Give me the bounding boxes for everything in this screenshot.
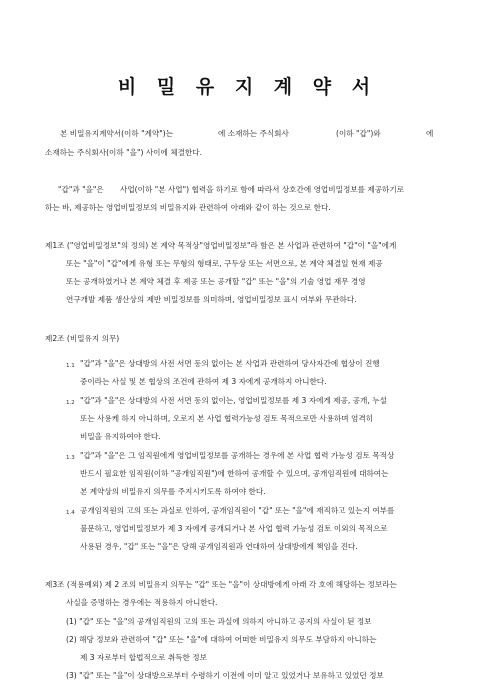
purpose-line-1a: "갑"과 "을"은	[58, 185, 104, 194]
intro-line-1b: 에 소재하는 주식회사	[218, 129, 289, 138]
article3-line-2: 사실을 증명하는 경우에는 적용하지 아니한다.	[66, 598, 218, 607]
article1-line-2: 또는 "을"이 "갑"에게 유형 또는 무형의 형태로, 구두상 또는 서면으로, 본 계약 체결일 현재 제공	[66, 259, 383, 268]
article1-line-1: 제1조 ("영업비밀정보"의 정의) 본 계약 목적상"영업비밀정보"라 함은 본 사업과 관련하여 "갑"이 "을"에게	[45, 241, 397, 250]
intro-line-2: 소재하는 주식회사(이하 "을") 사이에 체결한다.	[45, 148, 203, 157]
article3-item-1: (1) "갑" 또는 "을"의 공개임직원의 고의 또는 과실에 의하지 아니하고 공지의 사실이 된 정보	[66, 617, 372, 626]
article2-item-3-line-2: 반드시 필요한 임직원(이하 "공개임직원")에 한하여 공개할 수 있으며, 공개임직원에 대하여는	[80, 469, 389, 478]
article2-item-4-line-3: 사용된 경우, "갑" 또는 "을"은 당해 공개임직원과 연대하여 상대방에게 책임을 진다.	[80, 542, 358, 551]
article2-item-2-line-1: "갑"과 "을"은 상대방의 사전 서면 동의 없이는, 영업비밀정보를 제 3 자에게 제공, 공개, 누설	[80, 396, 387, 405]
article2-heading: 제2조 (비밀유지 의무)	[45, 334, 120, 343]
article2-item-4-line-2: 불문하고, 영업비밀정보가 제 3 자에게 공개되거나 본 사업 협력 가능성 검토 이외의 목적으로	[80, 524, 388, 533]
article2-item-1-line-2: 중이라는 사실 및 본 협상의 조건에 관하여 제 3 자에게 공개하지 아니한다.	[80, 377, 327, 386]
article2-item-3-line-3: 본 계약상의 비밀유지 의무를 주지시키도록 하여야 한다.	[80, 487, 266, 496]
article3-item-2-line-1: (2) 해당 정보와 관련하여 "갑" 또는 "을"에 대하여 어떠한 비밀유지 의무도 부담하지 아니하는	[66, 635, 377, 644]
article3-item-3: (3) "갑" 또는 "을"이 상대방으로부터 수령하기 이전에 이미 알고 있었거나 보유하고 있었던 정보	[66, 671, 384, 680]
article2-item-4-number: 1.4	[66, 510, 75, 516]
article2-item-4-line-1: 공개임직원의 고의 또는 과실로 인하여, 공개임직원이 "갑" 또는 "을"에 재직하고 있는지 여부를	[80, 506, 395, 515]
article3-item-2-line-2: 제 3 자로부터 합법적으로 취득한 정보	[80, 653, 207, 662]
article3-line-1: 제3조 (적용예외) 제 2 조의 비밀유지 의무는 "갑" 또는 "을"이 상대방에게 아래 각 호에 해당하는 정보라는	[45, 580, 397, 589]
article2-item-3-number: 1.3	[66, 455, 75, 461]
article2-item-1-line-1: "갑"과 "을"은 상대방의 사전 서면 동의 없이는 본 사업과 관련하여 당사자간에 협상이 진행	[80, 359, 380, 368]
article1-line-4: 연구개발 제품 생산상의 제반 비밀정보를 의미하며, 영업비밀정보 표시 여부와 무관하다.	[66, 295, 357, 304]
article2-item-3-line-1: "갑"과 "을"은 그 임직원에게 영업비밀정보를 공개하는 경우에 본 사업 협력 가능성 검토 목적상	[80, 451, 395, 460]
article2-item-2-line-3: 비밀을 유지하여야 한다.	[80, 432, 161, 441]
purpose-line-1b: 사업(이하 "본 사업") 협력을 하기로 함에 따라서 상호간에 영업비밀정보를 제공하기로	[120, 185, 405, 194]
document-title: 비 밀 유 지 계 약 서	[117, 76, 378, 98]
intro-line-1a: 본 비밀유지계약서(이하 "계약")는	[60, 129, 174, 138]
intro-line-1c: (이하 "갑")와	[336, 129, 381, 138]
article2-item-2-line-2: 또는 사용케 하지 아니하며, 오로지 본 사업 협력가능성 검토 목적으로만 사용하며 엄격히	[80, 414, 374, 423]
article2-item-1-number: 1.1	[66, 363, 75, 369]
article1-line-3: 또는 공개하였거나 본 계약 체결 후 제공 또는 공개할 "갑" 또는 "을"의 기술 영업 재무 경영	[66, 277, 366, 286]
intro-line-1d: 에	[426, 129, 434, 138]
purpose-line-2: 하는 바, 제공하는 영업비밀정보의 비밀유지와 관련하여 아래와 같이 하는 것으로 한다.	[45, 203, 331, 212]
article2-item-2-number: 1.2	[66, 400, 75, 406]
